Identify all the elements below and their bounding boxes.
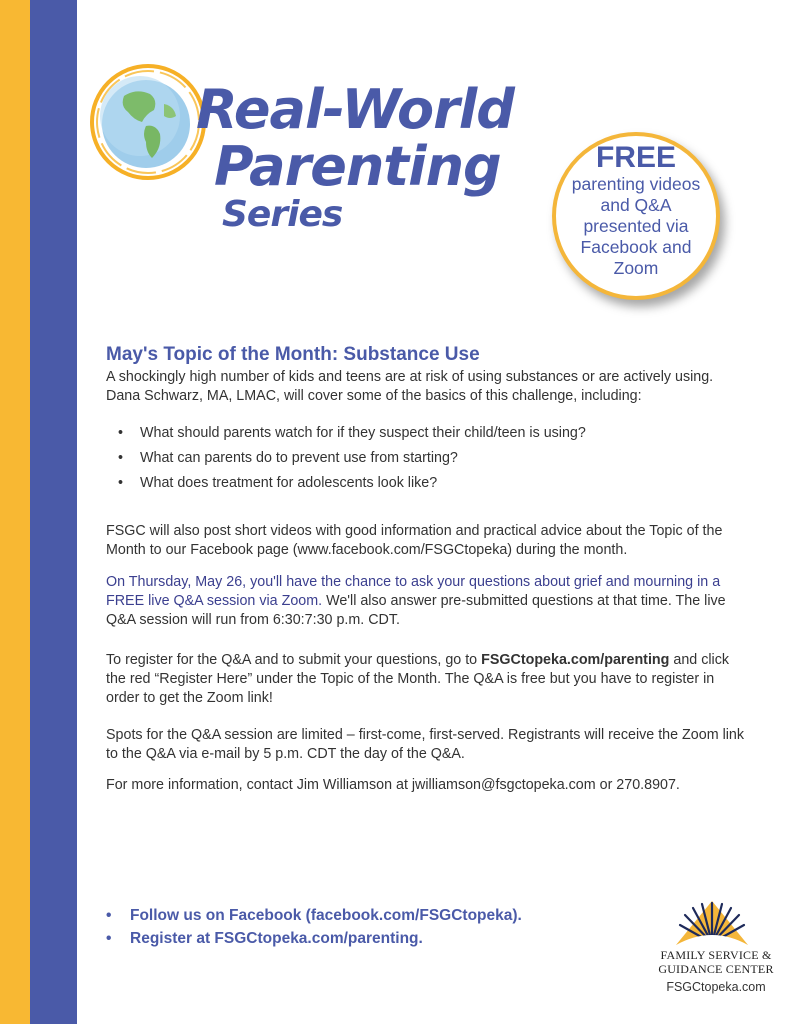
list-item: • What should parents watch for if they suspect their child/teen is using? xyxy=(118,424,586,443)
register-paragraph xyxy=(106,651,746,708)
topic-questions-list xyxy=(118,424,586,499)
fsgc-logo-icon xyxy=(672,895,752,947)
logo-url[interactable]: FSGCtopeka.com xyxy=(666,980,766,994)
facebook-paragraph: FSGC will also post short videos with good information and practical advice about the Topic of the Month to our Facebook page (www.facebook.com/FSGCtopeka) during the month. xyxy=(106,523,723,558)
topic-title: May's Topic of the Month: Substance Use xyxy=(106,344,480,365)
list-item: • What does treatment for adolescents look like? xyxy=(118,474,586,493)
globe-icon xyxy=(88,62,208,182)
qa-rest: We'll also answer pre-submitted questions at that time. The live Q&A session will run from 6:30:7:30 p.m. CDT. xyxy=(106,593,726,628)
free-badge xyxy=(552,132,720,300)
series-title-line-1: Real-World xyxy=(196,78,514,141)
logo-name-line-1: FAMILY SERVICE & xyxy=(660,948,772,962)
series-title-line-3: Series xyxy=(222,194,343,235)
follow-facebook-link[interactable]: • Follow us on Facebook (facebook.com/FSGCtopeka). xyxy=(106,904,522,927)
qa-highlight: On Thursday, May 26, you'll have the chance to ask your questions about grief and mourning in a FREE live Q&A session via Zoom. xyxy=(106,574,721,609)
spots-paragraph: Spots for the Q&A session are limited – first-come, first-served. Registrants will receive the Zoom link to the Q&A via e-mail by 5 p.m. CDT the day of the Q&A. xyxy=(106,727,745,762)
register-text-c: under the Topic of the Month. The Q&A is free but you have to register in order to get the Zoom link! xyxy=(106,671,715,706)
list-item: • What can parents do to prevent use from starting? xyxy=(118,449,586,468)
footer-links xyxy=(106,904,522,950)
badge-free-label: FREE xyxy=(595,141,676,174)
badge-description: parenting videos and Q&A presented via Facebook and Zoom xyxy=(571,174,701,278)
left-yellow-stripe xyxy=(0,0,30,1024)
logo-name xyxy=(656,948,776,976)
register-text-b: and click the red xyxy=(106,652,729,687)
qa-paragraph xyxy=(106,573,746,630)
register-here-label: “Register Here” xyxy=(154,671,253,687)
logo-name-line-2: GUIDANCE CENTER xyxy=(658,962,774,976)
series-title-line-2: Parenting xyxy=(214,135,501,198)
register-text-a: To register for the Q&A and to submit your questions, go to xyxy=(106,652,482,668)
contact-paragraph: For more information, contact Jim Williamson at jwilliamson@fsgctopeka.com or 270.8907. xyxy=(106,777,680,793)
register-site-link[interactable]: • Register at FSGCtopeka.com/parenting. xyxy=(106,927,522,950)
register-link[interactable]: FSGCtopeka.com/parenting xyxy=(481,652,670,668)
left-blue-stripe xyxy=(30,0,77,1024)
topic-intro: A shockingly high number of kids and teens are at risk of using substances or are actively using. Dana Schwarz, MA, LMAC, will cover some of the basics of this challenge, including: xyxy=(106,369,714,404)
